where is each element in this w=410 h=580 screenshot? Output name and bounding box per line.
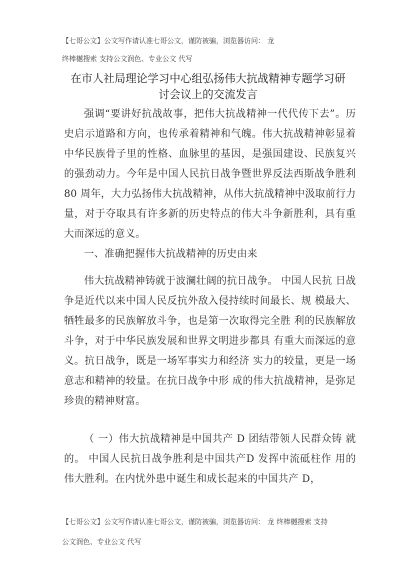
paragraph-intro: 强调“要讲好抗战故事，把伟大抗战精神一代代传下去”。历史启示道路和方向，也传承着精神和气魄。伟大抗战精神彰显着中华民族骨子里的性格、血脉里的基因，是强国建设、民族复兴的强劲动力。今年是中国人民抗日战争暨世界反法西斯战争胜利 80 周年，大力弘扬伟大抗战精神，从伟大抗战精神中汲取前行力量，对于夺取具有许多新的历史特点的伟大斗争新胜利，具有重大而深远的意义。 bbox=[64, 109, 356, 240]
footer-watermark-line-2: 公文润色、专业公文 代写 bbox=[62, 538, 142, 546]
paragraph-history: 伟大抗战精神铸就于波澜壮阔的抗日战争。 中国人民抗 日战争是近代以来中国人民反抗外敌入侵持续时间最长、规 模最大、牺牲最多的民族解放斗争，也是第一次取得完全胜 利的民族解放斗争，对于中华民族发展和世界文明进步都具 有重大而深远的意义。抗日战争，既是一场军事实力和经济 实力的较量，更是一场意志和精神的较量。在抗日战争中形 成的伟大抗战精神，是弥足珍贵的精神财富。 bbox=[64, 276, 356, 407]
document-body bbox=[64, 105, 356, 490]
document-title-line-2: 讨会议上的交流发言 bbox=[158, 88, 258, 101]
header-watermark-line-2: 终棒樾搜索 支持公文润色、专业公文 代写 bbox=[62, 55, 193, 63]
paragraph-subsection-1: （ 一）伟大抗战精神是中国共产 D 团结带领人民群众铸 就的。 中国人民抗日战争胜利是中国共产D 发挥中流砥柱作 用的伟大胜利。在内忧外患中诞生和成长起来的中国共产 D， bbox=[64, 434, 356, 485]
section-heading: 一、准确把握伟大抗战精神的历史由来 bbox=[84, 249, 258, 260]
document-title-line-1: 在市人社局理论学习中心组弘扬伟大抗战精神专题学习研 bbox=[70, 72, 346, 85]
header-watermark-line-1: 【七哥公文】公文写作请认准七哥公文，谨防被骗，浏览器访问： 龙 bbox=[62, 37, 275, 45]
footer-watermark-line-1: 【七哥公文】公文写作请认准七哥公文，谨防被骗，浏览器访问： 龙 终棒樾搜索 支持 bbox=[62, 518, 328, 526]
